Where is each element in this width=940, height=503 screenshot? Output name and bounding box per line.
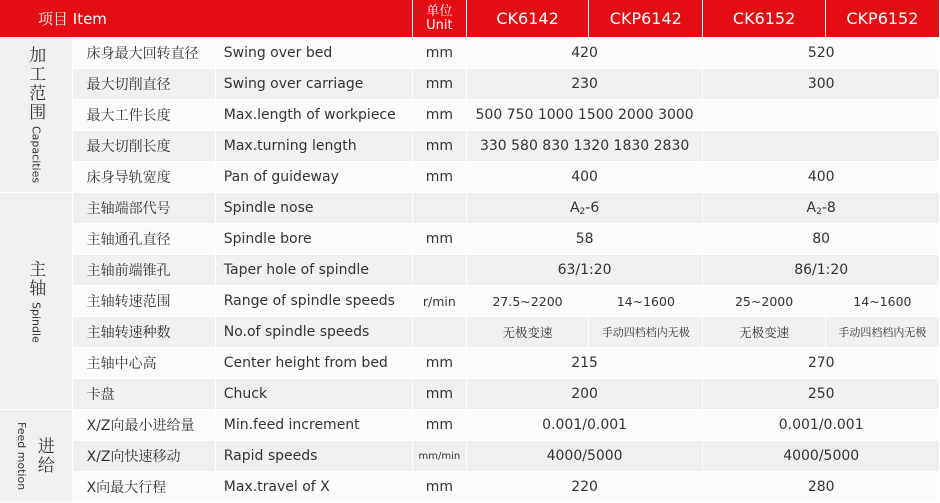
- category-feed: [0, 410, 73, 503]
- table-row: [0, 162, 940, 193]
- value-6142: 200: [467, 379, 704, 410]
- nose-prefix: A: [806, 199, 817, 216]
- row-unit: mm/min: [413, 441, 467, 472]
- value-6142: 0.001/0.001: [467, 410, 704, 441]
- category-en: Feed motion: [14, 421, 28, 491]
- header-model: CKP6142: [589, 0, 703, 38]
- row-label-en: Range of spindle speeds: [216, 286, 413, 317]
- value-6152: 0.001/0.001: [703, 410, 940, 441]
- header-unit: [413, 0, 467, 38]
- row-unit: mm: [413, 162, 467, 193]
- value-6142: 400: [467, 162, 704, 193]
- value-ckp6152: 手动四档档内无极: [826, 317, 940, 348]
- value-6142: 215: [467, 348, 704, 379]
- category-capacities: [0, 38, 73, 193]
- value-ck6142: 无极变速: [467, 317, 589, 348]
- table-row: [0, 255, 940, 286]
- row-label-cn: 主轴前端锥孔: [73, 255, 216, 286]
- row-label-cn: 主轴转速种数: [73, 317, 216, 348]
- value-6152: 86/1:20: [703, 255, 940, 286]
- value-ckp6142: 14~1600: [589, 286, 703, 317]
- table-row: [0, 224, 940, 255]
- value-6142: 4000/5000: [467, 441, 704, 472]
- value-6152: 250: [703, 379, 940, 410]
- row-label-cn: 床身最大回转直径: [73, 38, 216, 69]
- value-6142: 63/1:20: [467, 255, 704, 286]
- row-label-en: Swing over bed: [216, 38, 413, 69]
- row-label-cn: 主轴通孔直径: [73, 224, 216, 255]
- value-ck6142: 27.5~2200: [467, 286, 589, 317]
- value-ckp6142: 手动四档档内无极: [589, 317, 703, 348]
- row-unit: mm: [413, 348, 467, 379]
- category-cn: 加工范围: [25, 46, 46, 123]
- row-label-en: Min.feed increment: [216, 410, 413, 441]
- category-en: Capacities: [29, 126, 43, 184]
- value-ck6152: 25~2000: [703, 286, 825, 317]
- row-unit: mm: [413, 472, 467, 503]
- row-label-cn: 主轴端部代号: [73, 193, 216, 224]
- row-label-en: Pan of guideway: [216, 162, 413, 193]
- value-6142: 420: [467, 38, 704, 69]
- value-6152: 400: [703, 162, 940, 193]
- category-cn: 进给: [33, 436, 54, 475]
- table-row: [0, 100, 940, 131]
- row-label-cn: 主轴中心高: [73, 348, 216, 379]
- row-unit: mm: [413, 379, 467, 410]
- value-6152: [703, 193, 940, 224]
- category-en: Spindle: [29, 301, 43, 343]
- value-6152-empty: [703, 100, 940, 131]
- header-model: CK6142: [467, 0, 589, 38]
- row-label-en: Spindle nose: [216, 193, 413, 224]
- row-unit: mm: [413, 131, 467, 162]
- table-row: [0, 472, 940, 503]
- row-unit: mm: [413, 224, 467, 255]
- table-row: [0, 348, 940, 379]
- table-row: [0, 69, 940, 100]
- value-6152: 520: [703, 38, 940, 69]
- value-6152-empty: [703, 131, 940, 162]
- value-6142: 330 580 830 1320 1830 2830: [467, 131, 704, 162]
- row-label-cn: 卡盘: [73, 379, 216, 410]
- table-row: [0, 379, 940, 410]
- row-label-en: Swing over carriage: [216, 69, 413, 100]
- row-label-en: No.of spindle speeds: [216, 317, 413, 348]
- row-unit: mm: [413, 410, 467, 441]
- value-ckp6152: 14~1600: [826, 286, 940, 317]
- row-label-en: Center height from bed: [216, 348, 413, 379]
- row-label-cn: 床身导轨宽度: [73, 162, 216, 193]
- table-row: [0, 317, 940, 348]
- row-label-cn: 最大切削直径: [73, 69, 216, 100]
- value-6152: 280: [703, 472, 940, 503]
- nose-suffix: -6: [585, 199, 600, 216]
- value-6142: [467, 193, 704, 224]
- row-unit: [413, 193, 467, 224]
- nose-subscript: 2: [816, 206, 822, 217]
- category-spindle: [0, 193, 73, 410]
- value-6142: 58: [467, 224, 704, 255]
- value-6152: 270: [703, 348, 940, 379]
- row-label-en: Max.turning length: [216, 131, 413, 162]
- nose-subscript: 2: [579, 206, 586, 217]
- table-row: [0, 410, 940, 441]
- value-ck6152: 无极变速: [703, 317, 825, 348]
- value-6152: 4000/5000: [703, 441, 940, 472]
- row-unit: r/min: [413, 286, 467, 317]
- header-unit-cn: 单位: [426, 3, 453, 19]
- category-cn: 主轴: [25, 259, 46, 298]
- row-label-en: Max.travel of X: [216, 472, 413, 503]
- header-model: CK6152: [703, 0, 825, 38]
- row-label-cn: 最大切削长度: [73, 131, 216, 162]
- row-label-en: Chuck: [216, 379, 413, 410]
- table-row: [0, 286, 940, 317]
- row-label-en: Rapid speeds: [216, 441, 413, 472]
- header-model: CKP6152: [826, 0, 940, 38]
- header-row: [0, 0, 940, 38]
- row-label-en: Spindle bore: [216, 224, 413, 255]
- row-label-en: Taper hole of spindle: [216, 255, 413, 286]
- value-6142: 230: [467, 69, 704, 100]
- row-unit: mm: [413, 69, 467, 100]
- value-6142: 220: [467, 472, 704, 503]
- row-label-cn: 最大工件长度: [73, 100, 216, 131]
- row-label-cn: X/Z向快速移动: [73, 441, 216, 472]
- header-unit-en: Unit: [426, 17, 453, 33]
- nose-suffix: -8: [821, 199, 836, 216]
- value-6142: 500 750 1000 1500 2000 3000: [467, 100, 704, 131]
- row-unit: mm: [413, 38, 467, 69]
- table-row: [0, 38, 940, 69]
- row-unit: [413, 317, 467, 348]
- table-row: [0, 131, 940, 162]
- row-label-cn: 主轴转速范围: [73, 286, 216, 317]
- value-6152: 300: [703, 69, 940, 100]
- header-item: 项目 Item: [0, 0, 413, 38]
- table-row: [0, 441, 940, 472]
- table-row: [0, 193, 940, 224]
- row-label-cn: X向最大行程: [73, 472, 216, 503]
- row-unit: [413, 255, 467, 286]
- row-label-en: Max.length of workpiece: [216, 100, 413, 131]
- row-label-cn: X/Z向最小进给量: [73, 410, 216, 441]
- value-6152: 80: [703, 224, 940, 255]
- row-unit: mm: [413, 100, 467, 131]
- nose-prefix: A: [569, 199, 580, 216]
